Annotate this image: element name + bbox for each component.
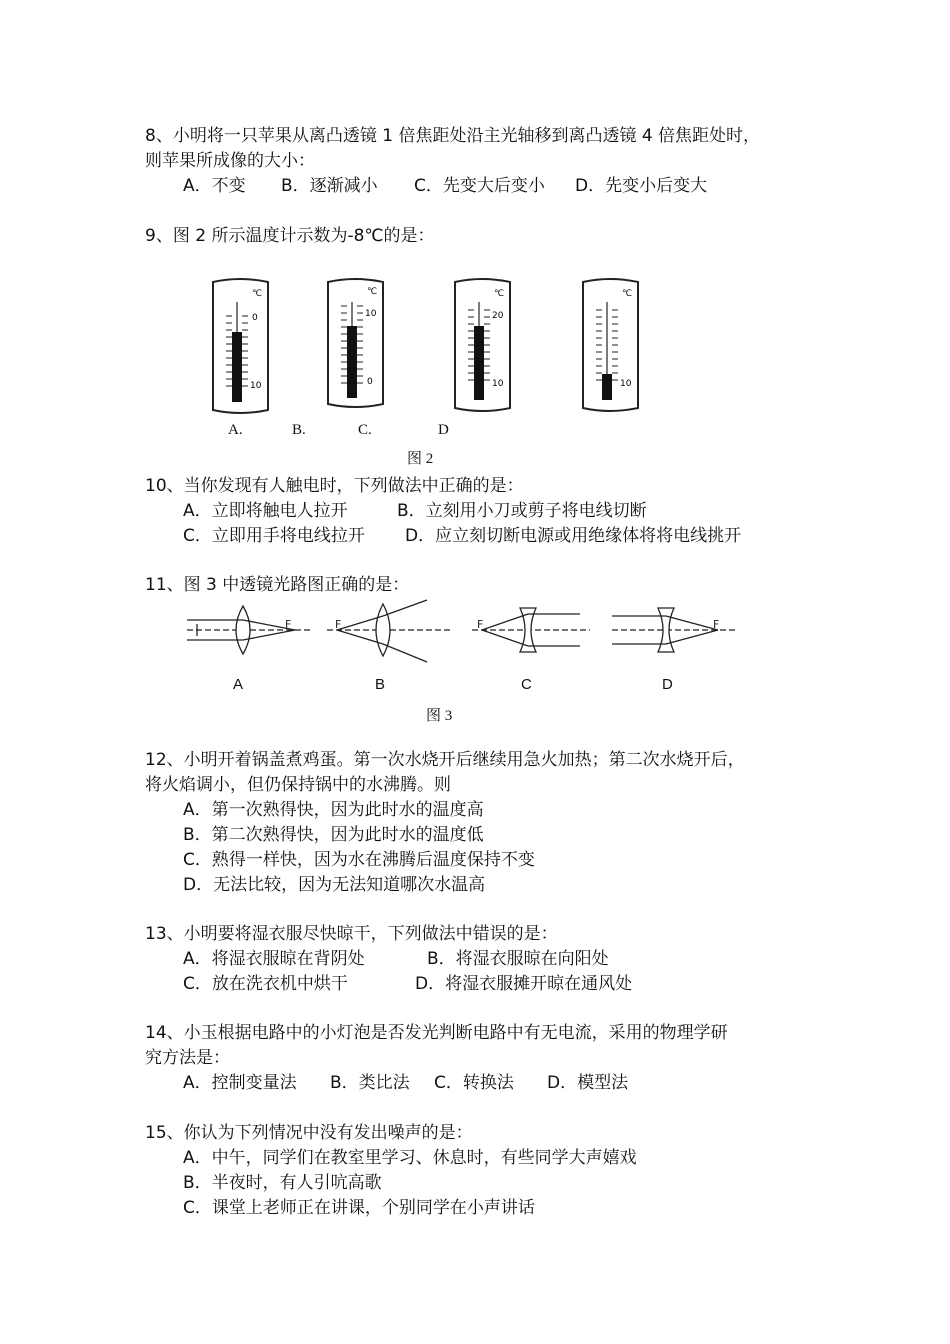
q10-option-b: B．立刻用小刀或剪子将电线切断 <box>397 501 647 521</box>
lens-d-label: D <box>662 676 673 693</box>
thermometer-a-top-tick: 0 <box>252 313 258 323</box>
q14-stem-line2: 究方法是： <box>145 1048 230 1068</box>
q13-stem: 13、小明要将湿衣服尽快晾干，下列做法中错误的是： <box>145 924 558 944</box>
q8-option-b: B．逐渐减小 <box>281 176 378 196</box>
thermometer-d-bottom-tick: 10 <box>620 379 632 389</box>
q9-stem: 9、图 2 所示温度计示数为-8℃的是： <box>145 226 435 246</box>
lens-a <box>187 606 313 654</box>
q11-stem: 11、图 3 中透镜光路图正确的是： <box>145 575 410 595</box>
q12-stem-line2: 将火焰调小，但仍保持锅中的水沸腾。则 <box>145 775 451 795</box>
thermometer-c-label: C. <box>358 422 372 438</box>
q12-option-c: C．熟得一样快，因为水在沸腾后温度保持不变 <box>183 850 535 870</box>
q14-stem-line1: 14、小玉根据电路中的小灯泡是否发光判断电路中有无电流，采用的物理学研 <box>145 1023 728 1043</box>
thermometer-b-top-tick: 10 <box>365 309 377 319</box>
thermometer-c-bottom-tick: 10 <box>492 379 504 389</box>
thermometer-b <box>328 279 383 407</box>
q8-stem-line2: 则苹果所成像的大小： <box>145 151 315 171</box>
thermometer-b-bottom-tick: 0 <box>367 377 373 387</box>
q13-option-b: B．将湿衣服晾在向阳处 <box>427 949 609 969</box>
lens-c-focus: F <box>477 618 484 631</box>
q15-option-a: A．中午，同学们在教室里学习、休息时，有些同学大声嬉戏 <box>183 1148 637 1168</box>
q14-option-a: A．控制变量法 <box>183 1073 297 1093</box>
q12-option-b: B．第二次熟得快，因为此时水的温度低 <box>183 825 484 845</box>
q8-option-a: A．不变 <box>183 176 246 196</box>
thermometer-c-top-tick: 20 <box>492 311 504 321</box>
thermometer-c-unit: ℃ <box>494 289 505 299</box>
q10-option-c: C．立即用手将电线拉开 <box>183 526 365 546</box>
q14-options <box>183 1071 628 1095</box>
q10-options-row2 <box>183 524 741 548</box>
thermometer-a-label: A. <box>228 422 243 438</box>
thermometer-d-unit: ℃ <box>622 289 633 299</box>
thermometer-a-unit: ℃ <box>252 289 263 299</box>
lens-a-focus: F <box>285 618 292 631</box>
q10-option-d: D．应立刻切断电源或用绝缘体将将电线挑开 <box>405 526 742 546</box>
q10-option-a: A．立即将触电人拉开 <box>183 501 348 521</box>
q14-option-c: C．转换法 <box>434 1073 514 1093</box>
thermometer-figure <box>200 272 660 422</box>
lens-b-focus: F <box>335 618 342 631</box>
q13-options-row1 <box>183 947 609 971</box>
q13-option-a: A．将湿衣服晾在背阴处 <box>183 949 365 969</box>
q10-options-row1 <box>183 499 647 523</box>
q15-option-c: C．课堂上老师正在讲课，个别同学在小声讲话 <box>183 1198 535 1218</box>
thermometer-b-unit: ℃ <box>367 287 378 297</box>
q15-stem: 15、你认为下列情况中没有发出噪声的是： <box>145 1123 473 1143</box>
thermometer-c-liquid <box>474 326 484 400</box>
lens-b-label: B <box>375 676 386 693</box>
q8-option-c: C．先变大后变小 <box>414 176 545 196</box>
q12-option-d: D．无法比较，因为无法知道哪次水温高 <box>183 875 486 895</box>
lens-c-label: C <box>521 676 532 693</box>
lens-b <box>327 600 453 662</box>
lens-c <box>472 608 590 652</box>
q8-options <box>183 174 707 198</box>
thermometer-c <box>455 279 510 411</box>
q12-stem-line1: 12、小明开着锅盖煮鸡蛋。第一次水烧开后继续用急火加热；第二次水烧开后， <box>145 750 745 770</box>
lens-figure <box>185 598 745 673</box>
q8-stem-line1: 8、小明将一只苹果从离凸透镜 1 倍焦距处沿主光轴移到离凸透镜 4 倍焦距处时， <box>145 126 761 146</box>
q14-option-d: D．模型法 <box>547 1073 629 1093</box>
q15-option-b: B．半夜时，有人引吭高歌 <box>183 1173 382 1193</box>
q13-option-c: C．放在洗衣机中烘干 <box>183 974 348 994</box>
q13-option-d: D．将湿衣服摊开晾在通风处 <box>415 974 633 994</box>
thermometer-b-label: B. <box>292 422 306 438</box>
thermometer-b-liquid <box>347 326 357 398</box>
thermometer-d <box>583 279 638 411</box>
q13-options-row2 <box>183 972 632 996</box>
figure-2-caption: 图 2 <box>407 451 434 467</box>
q10-stem: 10、当你发现有人触电时，下列做法中正确的是： <box>145 476 524 496</box>
thermometer-a <box>213 279 268 413</box>
lens-d-focus: F <box>713 618 720 631</box>
thermometer-d-liquid <box>602 374 612 400</box>
q8-option-d: D．先变小后变大 <box>575 176 708 196</box>
q14-option-b: B．类比法 <box>330 1073 410 1093</box>
q12-option-a: A．第一次熟得快，因为此时水的温度高 <box>183 800 484 820</box>
thermometer-d-label: D <box>438 422 449 438</box>
thermometer-a-liquid <box>232 332 242 402</box>
figure-3-caption: 图 3 <box>426 708 453 724</box>
lens-a-label: A <box>233 676 244 693</box>
thermometer-a-bottom-tick: 10 <box>250 381 262 391</box>
